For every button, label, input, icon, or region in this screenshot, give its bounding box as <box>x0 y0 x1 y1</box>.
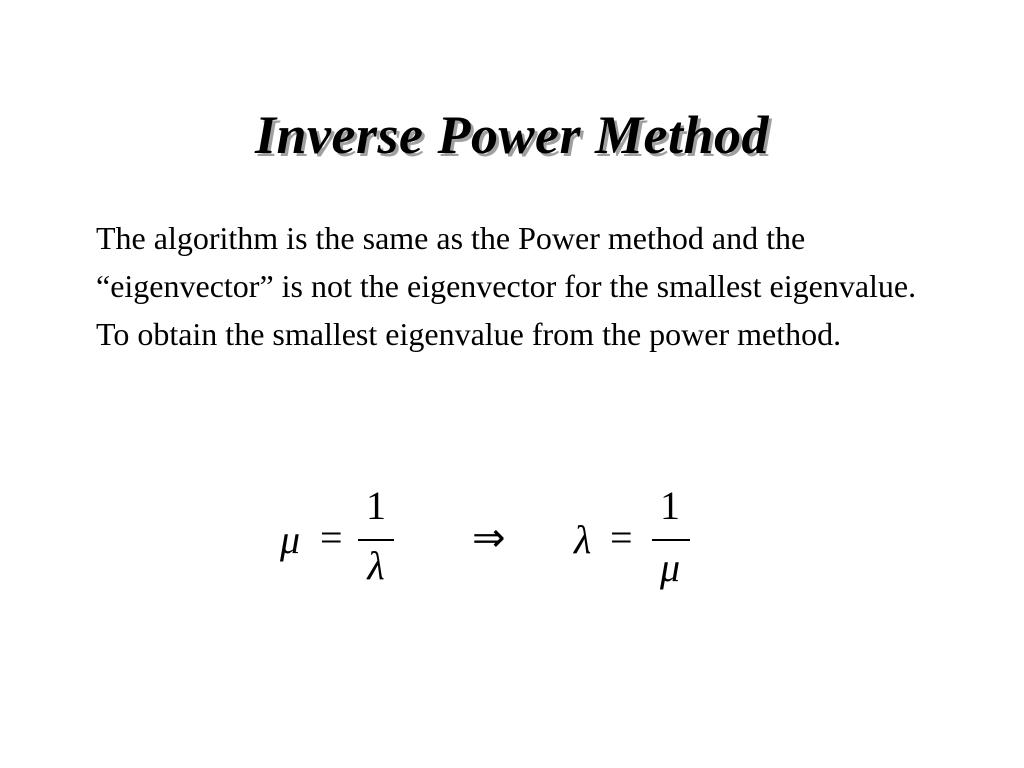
equation-left-fraction-bar <box>358 539 394 541</box>
equation-right-numerator: 1 <box>660 483 680 528</box>
equation-right-lhs: λ <box>574 517 592 562</box>
equation-right-equals: = <box>610 515 633 560</box>
equation <box>276 478 716 608</box>
equation-left-numerator: 1 <box>366 483 386 528</box>
slide-title: Inverse Power Method <box>255 105 769 165</box>
equation-left-equals: = <box>320 515 343 560</box>
slide-paragraph: The algorithm is the same as the Power method and the “eigenvector” is not the eigenvector for the smallest eigenvalue. To obtain the smallest eigenvalue from the power method. <box>96 220 940 352</box>
implies-arrow: ⇒ <box>472 515 506 560</box>
equation-right-fraction-bar <box>652 539 690 541</box>
equation-right-denominator: μ <box>659 545 681 590</box>
equation-left-lhs: μ <box>280 517 301 562</box>
equation-left-denominator: λ <box>367 543 385 588</box>
